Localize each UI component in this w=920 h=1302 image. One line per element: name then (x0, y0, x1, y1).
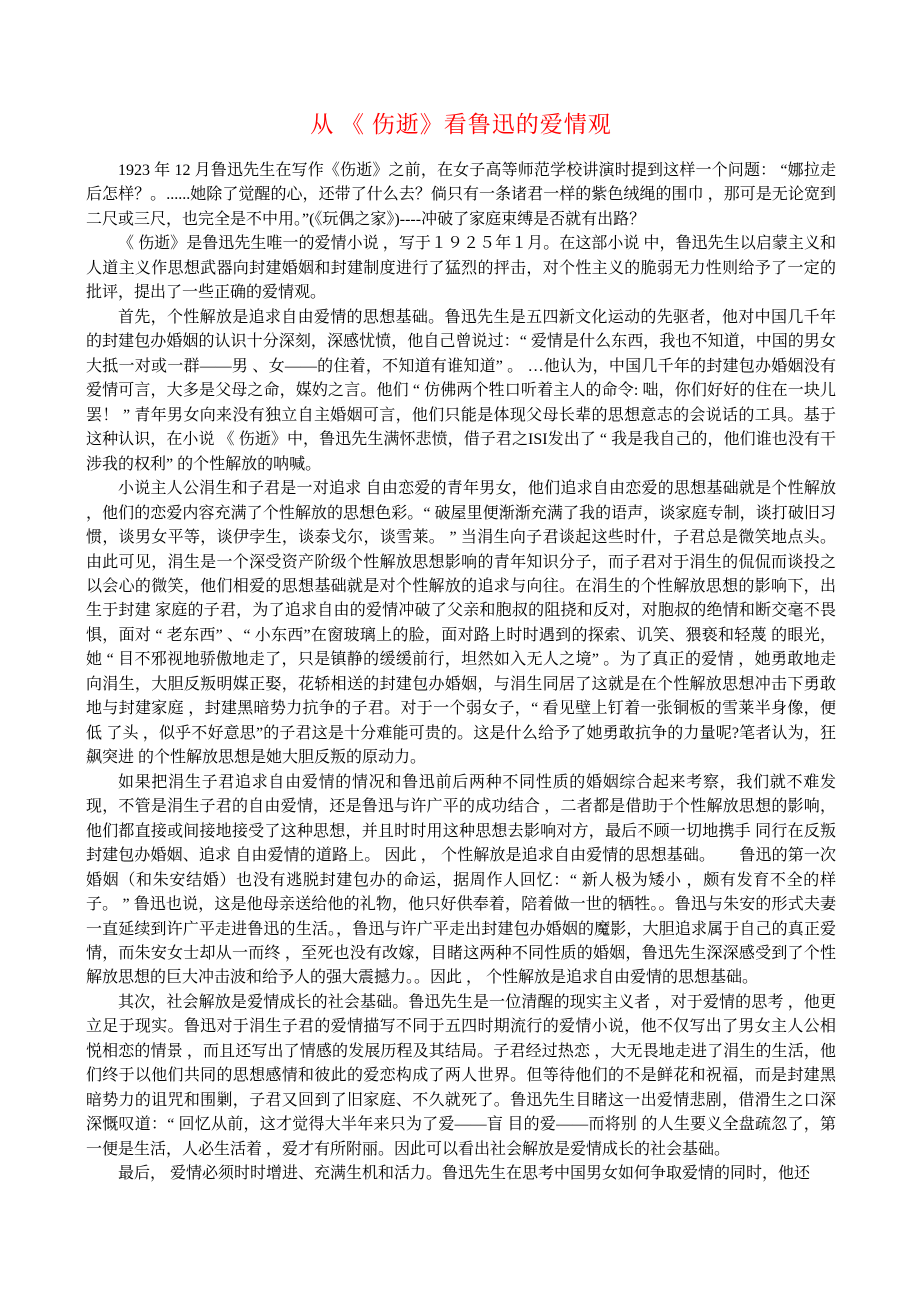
page-title: 从 《 伤逝》看鲁迅的爱情观 (310, 112, 612, 137)
paragraph-overview: 《 伤逝》是鲁迅先生唯一的爱情小说 ，写于１９２５年１月。在这部小说 中，鲁迅先生以启蒙主义和人道主义作思想武器向封建婚姻和封建制度进行了猛烈的抨击，对个性主义的脆弱无力性则给予了一定的批评，提出了一些正确的爱情观。 (86, 235, 836, 302)
paragraph-comparison: 如果把涓生子君追求自由爱情的情况和鲁迅前后两种不同性质的婚姻综合起来考察，我们就不难发现，不管是涓生子君的自由爱情，还是鲁迅与许广平的成功结合 ，二者都是借助于个性解放思想的影响，他们都直接或间接地接受了这种思想，并且时时用这种思想去影响对方，最后不顾一切地携手 同行在反叛封建包办婚姻、追求 自由爱情的道路上。 因此 ， 个性解放是追求自由爱情的思想基础。 鲁迅的第一次婚姻（和朱安结婚）也没有逃脱封建包办的命运，据周作人回忆：“ 新人极为矮小 ，颇有发育不全的样子。 ” 鲁迅也说，这是他母亲送给他的礼物，他只好供奉着，陪着做一世的牺牲。。鲁迅与朱安的形式夫妻一直延续到许广平走进鲁迅的生活。，鲁迅与许广平走出封建包办婚姻的魔影，大胆追求属于自己的真正爱情，而朱安女士却从一而终 ，至死也没有改嫁，目睹这两种不同性质的婚姻，鲁迅先生深深感受到了个性解放思想的巨大冲击波和给予人的强大震撼力。。因此 ， 个性解放是追求自由爱情的思想基础。 (86, 773, 836, 987)
paragraph-intro: 1923 年 12 月鲁迅先生在写作《伤逝》之前，在女子高等师范学校讲演时提到这样一个问题： “娜拉走后怎样？。......她除了觉醒的心，还带了什么去？倘只有一条诸君一样的紫色绒绳的围巾 ，那可是无论宽到二尺或三尺，也完全是不中用。”(《玩偶之家》)----冲破了家庭束缚是否就有出路？ (86, 162, 836, 228)
paragraph-second-point: 其次，社会解放是爱情成长的社会基础。鲁迅先生是一位清醒的现实主义者 ，对于爱情的思考 ，他更立足于现实。鲁迅对于涓生子君的爱情描写不同于五四时期流行的爱情小说，他不仅写出了男女主人公相悦相恋的情景 ，而且还写出了情感的发展历程及其结局。子君经过热恋 ，大无畏地走进了涓生的生活，他们终于以他们共同的思想感情和彼此的爱恋构成了两人世界。但等待他们的不是鲜花和祝福，而是封建黑暗势力的诅咒和围剿，子君又回到了旧家庭、不久就死了。鲁迅先生目睹这一出爱情悲剧，借滑生之口深深慨叹道：“ 回忆从前，这才觉得大半年来只为了爱——盲 目的爱——而将别 的人生要义全盘疏忽了，第一便是生活，人必生活着 ，爱才有所附丽。因此可以看出社会解放是爱情成长的社会基础。 (86, 993, 836, 1158)
paragraph-first-point: 首先，个性解放是追求自由爱情的思想基础。鲁迅先生是五四新文化运动的先驱者，他对中国几千年的封建包办婚姻的认识十分深刻，深感忧愤，他自己曾说过：“ 爱情是什么东西，我也不知道，中国的男女大抵一对或一群——男 、女——的住着，不知道有谁知道” 。 …他认为，中国几千年的封建包办婚姻没有爱情可言，大多是父母之命，媒妁之言。他们 “ 仿佛两个牲口听着主人的命令: 咄，你们好好的住在一块儿罢！ ” 青年男女向来没有独立自主婚姻可言，他们只能是体现父母长辈的思想意志的会说话的工具。基于这种认识，在小说 《 伤逝》中，鲁迅先生满怀悲愤，借子君之ISI发出了 “ 我是我自己的，他们谁也没有干涉我的权利” 的个性解放的呐喊。 (86, 308, 836, 473)
paragraph-final-point: 最后， 爱情必须时时增进、充满生机和活力。鲁迅先生在思考中国男女如何争取爱情的同时，他还 (118, 1165, 811, 1183)
document-body (86, 159, 836, 1187)
paragraph-characters: 小说主人公涓生和子君是一对追求 自由恋爱的青年男女，他们追求自由恋爱的思想基础就是个性解放 ，他们的恋爱内容充满了个性解放的思想色彩。“ 破屋里便渐渐充满了我的语声，谈家庭专制，谈打破旧习惯，谈男女平等，谈伊孛生，谈泰戈尔，谈雪莱。 ” 当涓生向子君谈起这些时什，子君总是微笑地点头。由此可见，涓生是一个深受资产阶级个性解放思想影响的青年知识分子，而子君对于涓生的侃侃而谈投之以会心的微笑，他们相爱的思想基础就是对个性解放的追求与向往。在涓生的个性解放思想的影响下，出生于封建 家庭的子君，为了追求自由的爱情冲破了父亲和胞叔的阻挠和反对，对胞叔的绝情和断交毫不畏惧，面对 “ 老东西” 、“ 小东西”在窗玻璃上的脸，面对路上时时遇到的探索、讥笑、猥亵和轻蔑 的眼光，她 “ 目不邪视地骄傲地走了，只是镇静的缓缓前行，坦然如入无人之境” 。为了真正的爱情 ，她勇敢地走向涓生，大胆反叛明媒正娶，花轿相送的封建包办婚姻，与涓生同居了这就是在个性解放思想冲击下勇敢地与封建家庭 ，封建黑暗势力抗争的子君。对于一个弱女子，“ 看见壁上钉着一张铜板的雪莱半身像，便低 了头 ，似乎不好意思”的子君这是十分难能可贵的。这是什么给予了她勇敢抗争的力量呢?笔者认为，狂飙突进 的个性解放思想是她大胆反叛的原动力。 (86, 480, 836, 767)
